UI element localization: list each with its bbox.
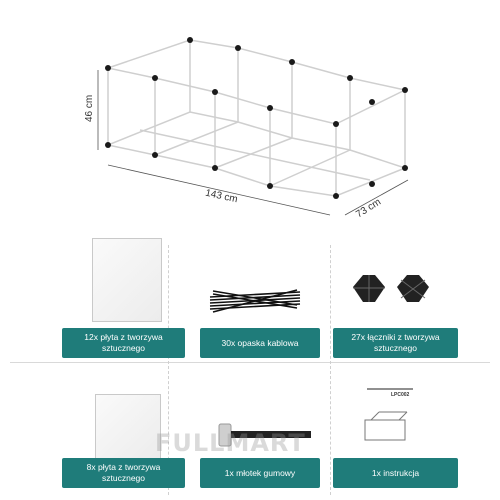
playpen-illustration [0,0,500,240]
depth-dimension: 73 cm [354,196,384,221]
item-label-1: 12x płyta z tworzywa sztucznego [62,328,185,358]
item-label-4: 8x płyta z tworzywa sztucznego [62,458,185,488]
cable-ties-icon [195,242,315,322]
row-divider [10,362,490,363]
item-label-2: 30x opaska kablowa [200,328,320,358]
manual-icon [345,372,465,452]
length-dimension: 143 cm [204,187,239,206]
height-dimension: 46 cm [84,94,95,122]
item-label-6: 1x instrukcja [333,458,458,488]
small-plastic-panel-icon [95,394,161,460]
playpen-drawing [0,0,500,240]
connectors-icon [345,242,465,322]
manual-code: LPC002 [391,392,410,398]
col-divider-2 [330,245,331,495]
watermark: FULLMART [155,429,306,457]
item-label-3: 27x łączniki z tworzywa sztucznego [333,328,458,358]
item-label-5: 1x młotek gumowy [200,458,320,488]
plastic-panel-icon [92,238,162,322]
